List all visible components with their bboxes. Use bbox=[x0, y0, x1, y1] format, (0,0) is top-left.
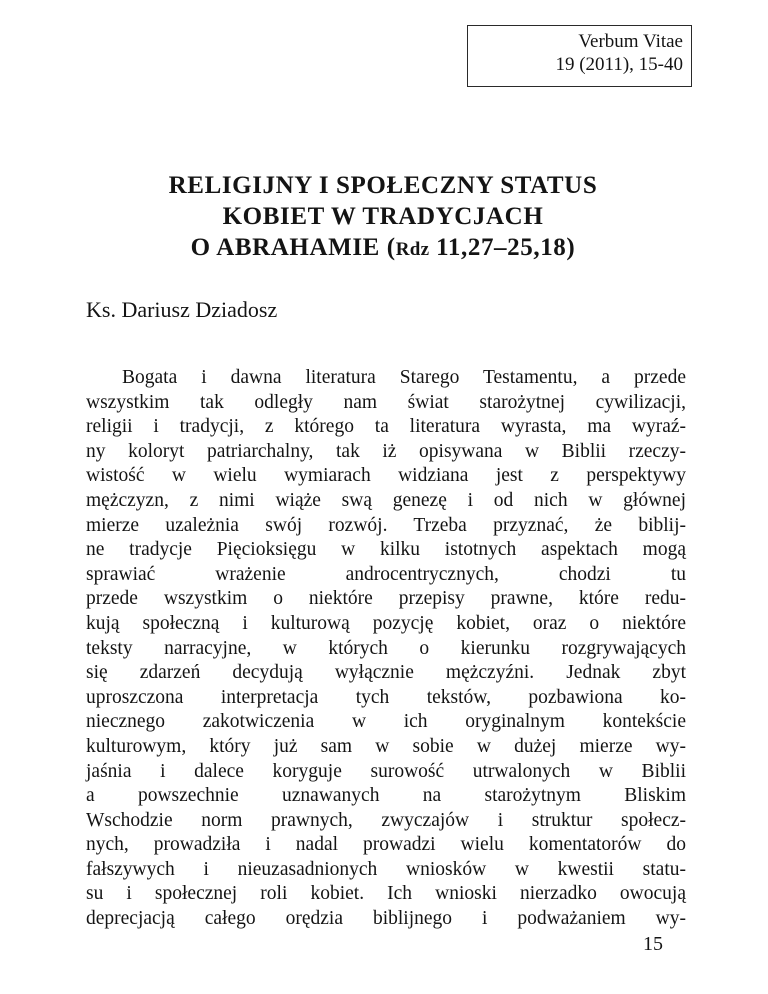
body-line: jaśnia i dalece koryguje surowość utrwalonych w Biblii bbox=[86, 760, 686, 782]
body-line: su i społecznej roli kobiet. Ich wnioski nierzadko owocują bbox=[86, 883, 686, 905]
body-line: wistość w wielu wymiarach widziana jest z perspektywy bbox=[86, 465, 686, 487]
body-line: religii i tradycji, z którego ta literatura wyrasta, ma wyraź- bbox=[86, 416, 686, 438]
body-line: deprecjacją całego orędzia biblijnego i podważaniem wy- bbox=[86, 908, 686, 930]
title-line-3 bbox=[90, 232, 676, 265]
title-line-1: RELIGIJNY I SPOŁECZNY STATUS bbox=[168, 172, 598, 199]
body-line: ne tradycje Pięcioksięgu w kilku istotnych aspektach mogą bbox=[86, 539, 686, 561]
journal-name: Verbum Vitae bbox=[578, 31, 683, 52]
title-line-2: KOBIET W TRADYCJACH bbox=[222, 203, 544, 230]
body-line: a powszechnie uznawanych na starożytnym Bliskim bbox=[86, 785, 686, 807]
page-number: 15 bbox=[643, 933, 663, 955]
body-line: mierze uzależnia swój rozwój. Trzeba przyznać, że biblij- bbox=[86, 514, 686, 536]
title-line-3-main: O ABRAHAMIE ( bbox=[190, 234, 396, 261]
body-line: nych, prowadziła i nadal prowadzi wielu komentatorów do bbox=[86, 834, 686, 856]
body-line: niecznego zakotwiczenia w ich oryginalnym kontekście bbox=[86, 711, 686, 733]
body-line: wszystkim tak odległy nam świat starożytnej cywilizacji, bbox=[86, 391, 686, 413]
body-line: Bogata i dawna literatura Starego Testamentu, a przede bbox=[122, 367, 686, 388]
title-line-3-ref: 11,27–25,18) bbox=[429, 234, 576, 261]
body-line: teksty narracyjne, w których o kierunku rozgrywających bbox=[86, 637, 686, 659]
title-book-abbrev: Rdz bbox=[395, 239, 430, 260]
body-line: kują społeczną i kulturową pozycję kobiet, oraz o niektóre bbox=[86, 612, 686, 634]
body-paragraph bbox=[86, 366, 686, 932]
body-line: mężczyzn, z nimi wiąże swą genezę i od nich w głównej bbox=[86, 489, 686, 511]
journal-volume-pages: 19 (2011), 15-40 bbox=[555, 54, 683, 75]
body-line: się zdarzeń decydują wyłącznie mężczyźni. Jednak zbyt bbox=[86, 662, 686, 684]
body-line: Wschodzie norm prawnych, zwyczajów i struktur społecz- bbox=[86, 809, 686, 831]
body-line: ny koloryt patriarchalny, tak iż opisywana w Biblii rzeczy- bbox=[86, 440, 686, 462]
article-title bbox=[90, 170, 676, 265]
author-name: Ks. Dariusz Dziadosz bbox=[86, 297, 278, 322]
journal-citation-box bbox=[467, 25, 692, 87]
body-line: sprawiać wrażenie androcentrycznych, chodzi tu bbox=[86, 563, 686, 585]
body-line: uproszczona interpretacja tych tekstów, pozbawiona ko- bbox=[86, 686, 686, 708]
body-line: przede wszystkim o niektóre przepisy prawne, które redu- bbox=[86, 588, 686, 610]
body-line: kulturowym, który już sam w sobie w dużej mierze wy- bbox=[86, 735, 686, 757]
body-line: fałszywych i nieuzasadnionych wniosków w kwestii statu- bbox=[86, 858, 686, 880]
